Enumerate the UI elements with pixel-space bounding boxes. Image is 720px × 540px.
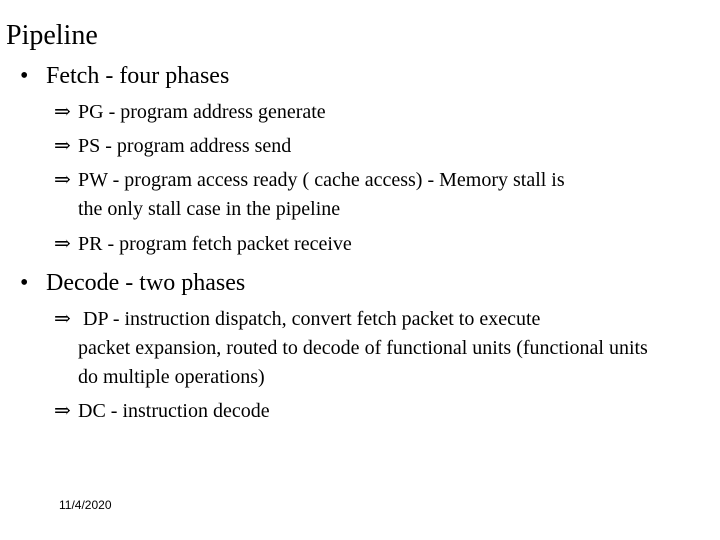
sub-item-text: PS - program address send <box>78 135 292 157</box>
implies-arrow-icon: ⇒ <box>54 169 71 191</box>
sub-item-dc <box>54 397 694 426</box>
sub-item-pg <box>54 98 694 127</box>
implies-arrow-icon: ⇒ <box>54 101 71 123</box>
implies-arrow-icon: ⇒ <box>54 308 71 330</box>
sub-item-text: PW - program access ready ( cache access) - Memory stall is <box>78 169 565 191</box>
slide-title: Pipeline <box>6 20 98 51</box>
sub-item-continuation: packet expansion, routed to decode of functional units (functional units do multiple operations) <box>78 337 648 388</box>
sub-item-pr <box>54 230 694 259</box>
sub-item-text: DC - instruction decode <box>78 400 270 422</box>
bullet-dot-icon: • <box>20 63 29 89</box>
sub-item-ps <box>54 132 694 161</box>
implies-arrow-icon: ⇒ <box>54 135 71 157</box>
sub-item-text: DP - instruction dispatch, convert fetch packet to execute <box>78 308 541 330</box>
sub-item-text: PR - program fetch packet receive <box>78 233 352 255</box>
bullet-decode-text: Decode - two phases <box>46 270 246 296</box>
implies-arrow-icon: ⇒ <box>54 400 71 422</box>
sub-item-dp <box>54 305 654 392</box>
bullet-fetch <box>20 61 229 91</box>
bullet-fetch-text: Fetch - four phases <box>46 63 230 89</box>
implies-arrow-icon: ⇒ <box>54 233 71 255</box>
sub-item-pw <box>54 166 694 224</box>
bullet-dot-icon: • <box>20 270 29 296</box>
sub-item-continuation: the only stall case in the pipeline <box>78 198 341 220</box>
bullet-decode <box>20 268 245 298</box>
sub-item-text: PG - program address generate <box>78 101 326 123</box>
slide-date: 11/4/2020 <box>59 498 112 512</box>
